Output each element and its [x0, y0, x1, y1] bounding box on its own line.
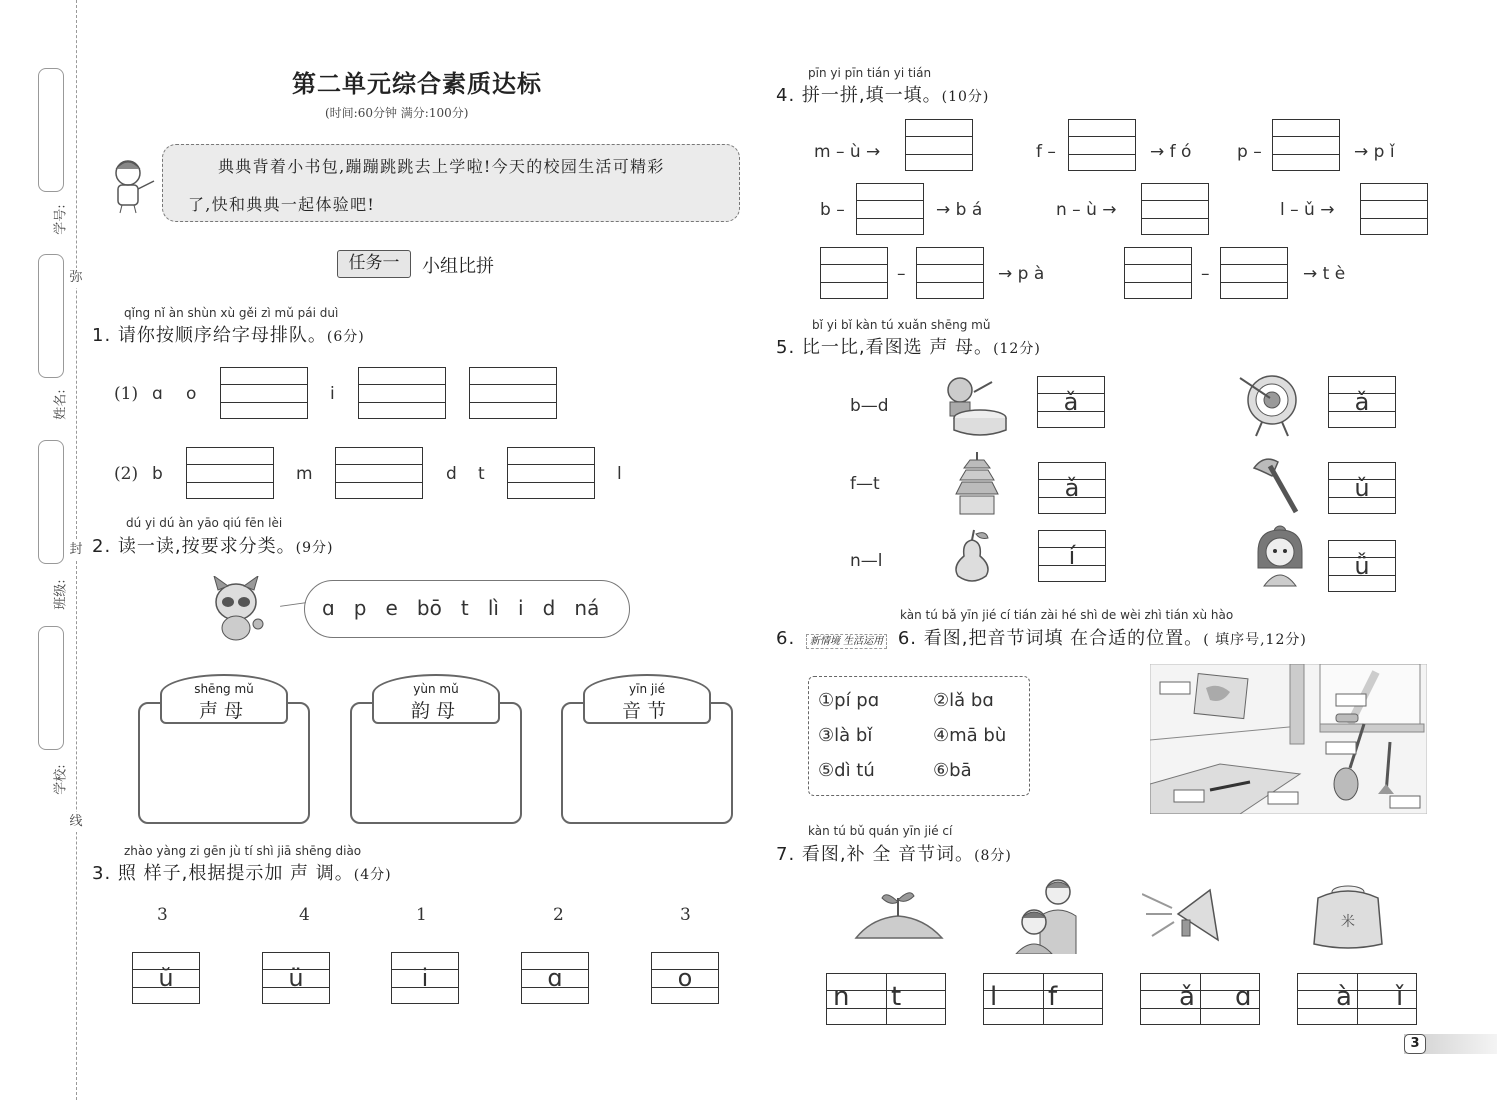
q3-letter: ŭ — [158, 964, 174, 992]
q5-answer: ǚ — [1354, 552, 1370, 580]
q4-answer-box[interactable] — [1360, 183, 1428, 235]
q7-answer-box[interactable] — [826, 973, 946, 1025]
raccoon-icon — [206, 576, 276, 642]
q3-tone-hint: 4 — [299, 905, 310, 925]
school-box — [38, 626, 64, 750]
q5-pair-label: b—d — [850, 396, 889, 416]
q4-dash: – — [1201, 264, 1210, 284]
q4-prompt: l – ǔ → — [1280, 200, 1335, 220]
scene-label-slot — [1160, 682, 1190, 694]
girl-icon — [1250, 524, 1306, 592]
q4-result: → f ó — [1150, 142, 1192, 162]
q4-answer-box[interactable] — [856, 183, 924, 235]
q4-result: → t è — [1303, 264, 1346, 284]
student-id-label: 学号: — [53, 204, 69, 235]
q4-answer-box[interactable] — [1272, 119, 1340, 171]
q5-pair-label: n—l — [850, 551, 883, 571]
q3-letter: ɑ — [547, 964, 563, 992]
q3-letter-box[interactable] — [391, 952, 459, 1004]
q2-bubble-tail — [280, 602, 306, 607]
bin-banner — [372, 674, 500, 724]
q3-letter-box[interactable] — [521, 952, 589, 1004]
bin-banner — [583, 674, 711, 724]
q7-letter: à — [1336, 982, 1352, 1012]
drum-icon — [934, 372, 1012, 438]
name-box — [38, 254, 64, 378]
q1-answer-box[interactable] — [358, 367, 446, 419]
q7-letter: t — [891, 982, 902, 1012]
q4-pinyin: pīn yi pīn tián yi tián — [808, 66, 932, 80]
q5-title-text: 5. 比一比,看图选 声 母。 — [776, 337, 994, 358]
q1-letter-o: o — [186, 384, 197, 404]
q3-letter-box[interactable] — [262, 952, 330, 1004]
q2-title-text: 2. 读一读,按要求分类。 — [92, 536, 296, 557]
intro-line-1: 典典背着小书包,蹦蹦跳跳去上学啦!今天的校园生活可精彩 — [218, 157, 665, 176]
q1-letter-a: ɑ — [152, 384, 163, 404]
q5-answer-box[interactable] — [1328, 540, 1396, 592]
q3-letter-box[interactable] — [132, 952, 200, 1004]
q6-option: ④mā bù — [933, 725, 1007, 746]
q4-result: → b á — [936, 200, 983, 220]
q5-answer-box[interactable] — [1328, 376, 1396, 428]
q6-option: ③là bǐ — [818, 725, 873, 746]
intro-line-2: 了,快和典典一起体验吧! — [188, 195, 376, 214]
q7-letter: ǎ — [1179, 982, 1195, 1012]
q3-tone-hint: 2 — [553, 905, 564, 925]
q7-letter: l — [990, 982, 998, 1012]
q5-title — [776, 333, 1041, 359]
q1-answer-box[interactable] — [469, 367, 557, 419]
q6-option: ⑤dì tú — [818, 760, 875, 781]
q1-title — [92, 321, 365, 347]
boy-icon — [106, 155, 162, 215]
q5-score: (12分) — [993, 341, 1041, 357]
q4-answer-box[interactable] — [1220, 247, 1288, 299]
q1-pinyin: qǐng nǐ àn shùn xù gěi zì mǔ pái duì — [124, 306, 339, 320]
q7-answer-box[interactable] — [1140, 973, 1260, 1025]
q6-title — [776, 624, 1307, 650]
q4-result: → p à — [998, 264, 1045, 284]
q1-letter-b: b — [152, 464, 163, 484]
q3-tone-hint: 3 — [680, 905, 691, 925]
q7-letter: ɑ — [1235, 982, 1252, 1012]
q4-answer-box[interactable] — [820, 247, 888, 299]
q5-answer-box[interactable] — [1038, 530, 1106, 582]
q1-letter-t: t — [478, 464, 485, 484]
q1-letter-l: l — [617, 464, 622, 484]
class-label: 班级: — [53, 579, 69, 610]
seal-char-xian: 线 — [66, 812, 86, 832]
school-label: 学校: — [53, 764, 69, 795]
q2-bubble-text: ɑ p e bō t lì i d ná — [322, 596, 600, 620]
q4-prompt: f – — [1036, 142, 1056, 162]
q4-answer-box[interactable] — [905, 119, 973, 171]
q4-title — [776, 81, 989, 107]
q1-letter-d: d — [446, 464, 457, 484]
bin-pinyin: shēng mǔ — [194, 682, 254, 696]
q1-answer-box[interactable] — [220, 367, 308, 419]
q5-answer: ǎ — [1354, 388, 1370, 416]
q2-bin-yunmu[interactable] — [350, 674, 522, 824]
q3-letter: o — [677, 964, 693, 992]
q1-title-text: 1. 请你按顺序给字母排队。 — [92, 325, 327, 346]
seedling-mud-icon — [852, 888, 946, 944]
seal-char-mi: 弥 — [66, 268, 86, 288]
q4-answer-box[interactable] — [916, 247, 984, 299]
q6-pinyin: kàn tú bǎ yīn jié cí tián zài hé shì de wèi zhì tián xù hào — [900, 608, 1234, 622]
q4-answer-box[interactable] — [1068, 119, 1136, 171]
q5-answer: ǎ — [1063, 388, 1079, 416]
seal-char-feng: 封 — [66, 540, 86, 560]
q1-letter-m: m — [296, 464, 313, 484]
q2-score: (9分) — [295, 540, 334, 556]
q2-pinyin: dú yi dú àn yāo qiú fēn lèi — [126, 516, 283, 530]
q7-answer-box[interactable] — [1297, 973, 1417, 1025]
q4-prompt: n – ù → — [1056, 200, 1117, 220]
axe-icon — [1250, 454, 1304, 516]
q7-title — [776, 840, 1012, 866]
q1-row1-label: (1) — [114, 384, 139, 404]
q6-title-text: 6. 看图,把音节词填 在合适的位置。 — [897, 628, 1204, 649]
q5-answer-box[interactable] — [1037, 376, 1105, 428]
q7-letter: f — [1048, 982, 1058, 1012]
q1-score: (6分) — [326, 329, 365, 345]
q4-result: → p ǐ — [1354, 142, 1395, 162]
father-son-icon — [1010, 876, 1086, 954]
classroom-scene-icon — [1150, 664, 1427, 814]
bin-pinyin: yīn jié — [629, 682, 665, 696]
q6-option: ②lǎ bɑ — [933, 690, 994, 711]
q5-answer-box[interactable] — [1328, 462, 1396, 514]
q3-tone-hint: 1 — [416, 905, 427, 925]
name-label: 姓名: — [53, 389, 69, 420]
q5-pinyin: bǐ yi bǐ kàn tú xuǎn shēng mǔ — [812, 318, 991, 332]
q1-answer-box[interactable] — [335, 447, 423, 499]
q6-badge: 新情境 生活运用 — [806, 634, 887, 649]
q5-answer: í — [1068, 542, 1076, 570]
bin-pinyin: yùn mǔ — [413, 682, 459, 696]
q4-prompt: p – — [1237, 142, 1262, 162]
page-subtitle: (时间:60分钟 满分:100分) — [325, 106, 469, 120]
q1-answer-box[interactable] — [186, 447, 274, 499]
pear-icon — [950, 528, 996, 584]
pagoda-icon — [944, 452, 1010, 516]
q5-answer: ǎ — [1064, 474, 1080, 502]
q4-answer-box[interactable] — [1141, 183, 1209, 235]
q4-prompt: m – ù → — [814, 142, 881, 162]
bin-hanzi: 音节 — [621, 700, 672, 722]
bin-hanzi: 韵母 — [410, 700, 461, 722]
q3-pinyin: zhào yàng zi gēn jù tí shì jiā shēng diào — [124, 844, 362, 858]
q6-number: 6. — [776, 628, 796, 649]
q4-prompt: b – — [820, 200, 845, 220]
bin-banner — [160, 674, 288, 724]
q4-score: (10分) — [941, 89, 990, 105]
q3-letter-box[interactable] — [651, 952, 719, 1004]
q2-bin-shengmu[interactable] — [138, 674, 310, 824]
task-title: 小组比拼 — [422, 256, 494, 277]
page-title: 第二单元综合素质达标 — [292, 70, 542, 98]
q7-pinyin: kàn tú bǔ quán yīn jié cí — [808, 824, 953, 838]
q3-score: (4分) — [353, 867, 392, 883]
page-number: 3 — [1404, 1034, 1426, 1054]
q7-letter: ǐ — [1396, 982, 1404, 1012]
q3-letter: ü — [288, 964, 304, 992]
megaphone-icon — [1142, 884, 1224, 946]
class-box — [38, 440, 64, 564]
q4-dash: – — [897, 264, 906, 284]
task-badge: 任务一 — [337, 250, 411, 278]
q5-pair-label: f—t — [850, 474, 880, 494]
q5-answer-box[interactable] — [1038, 462, 1106, 514]
q6-option: ⑥bā — [933, 760, 972, 781]
q2-title — [92, 532, 333, 558]
q1-answer-box[interactable] — [507, 447, 595, 499]
q4-title-text: 4. 拼一拼,填一填。 — [776, 85, 942, 106]
q4-answer-box[interactable] — [1124, 247, 1192, 299]
q7-letter: n — [833, 982, 850, 1012]
q1-letter-i: i — [330, 384, 335, 404]
q1-row2-label: (2) — [114, 464, 139, 484]
q3-letter: i — [421, 964, 429, 992]
target-icon — [1238, 372, 1306, 438]
q7-answer-box[interactable] — [983, 973, 1103, 1025]
q2-bin-yinjie[interactable] — [561, 674, 733, 824]
q3-title-text: 3. 照 样子,根据提示加 声 调。 — [92, 863, 354, 884]
bin-hanzi: 声母 — [198, 700, 249, 722]
q3-tone-hint: 3 — [157, 905, 168, 925]
q5-answer: ǔ — [1354, 474, 1370, 502]
q6-score: ( 填序号,12分) — [1203, 632, 1307, 648]
rice-bag-icon — [1310, 880, 1386, 950]
q7-score: (8分) — [974, 848, 1012, 864]
q6-option: ①pí pɑ — [818, 690, 880, 711]
q3-title — [92, 859, 392, 885]
student-id-box — [38, 68, 64, 192]
q7-title-text: 7. 看图,补 全 音节词。 — [776, 844, 975, 865]
svg-text:米: 米 — [1341, 914, 1355, 930]
